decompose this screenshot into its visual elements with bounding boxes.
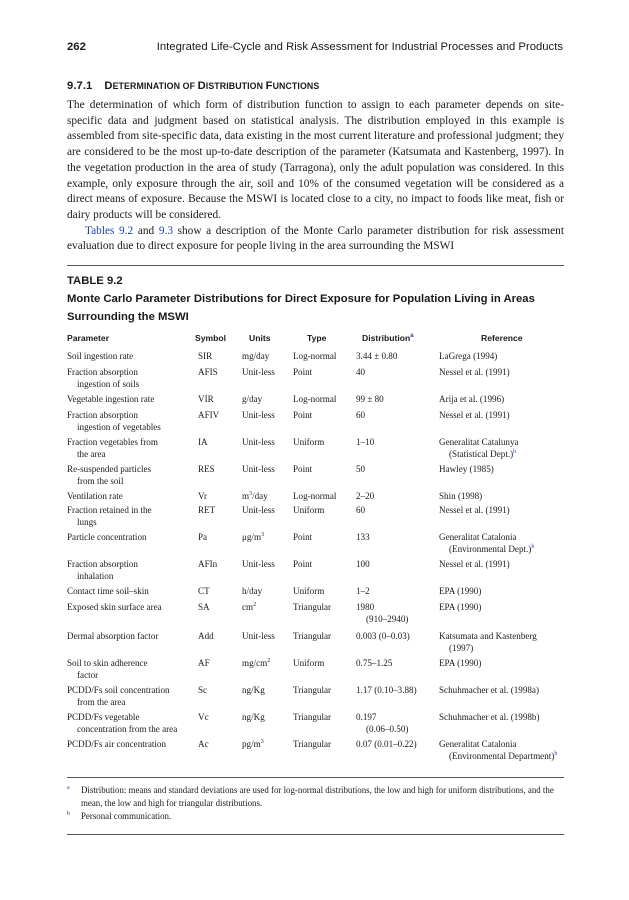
cell-symbol <box>198 559 217 571</box>
page-number: 262 <box>67 41 86 53</box>
cell-parameter <box>67 739 192 751</box>
cell-text: Contact time soil–skin <box>67 586 149 596</box>
table-link[interactable]: Tables 9.2 <box>85 224 134 237</box>
section-title-cap: D <box>197 80 206 92</box>
cell-text: Unit-less <box>242 631 275 641</box>
cell-text: Vegetable ingestion rate <box>67 394 155 404</box>
cell-text: Ac <box>198 739 209 749</box>
cell-text: h/day <box>242 586 263 596</box>
table-row <box>67 739 564 763</box>
cell-text: Fraction retained in the <box>67 505 152 515</box>
cell-text: Nessel et al. (1991) <box>439 505 510 515</box>
section-title-small: ISTRIBUTION <box>205 81 266 91</box>
cell-text: Log-normal <box>293 491 337 501</box>
cell-text <box>439 449 564 461</box>
cell-distribution <box>356 602 436 625</box>
cell-reference <box>439 658 564 670</box>
cell-text: SA <box>198 602 210 612</box>
table-row <box>67 712 564 739</box>
cell-text: 60 <box>356 505 366 515</box>
table-row <box>67 437 564 464</box>
cell-distribution <box>356 631 436 643</box>
cell-text: 133 <box>356 532 370 542</box>
cell-text: Point <box>293 532 313 542</box>
cell-text: 1–10 <box>356 437 375 447</box>
cell-distribution <box>356 351 436 363</box>
cell-parameter <box>67 658 192 681</box>
cell-text: Schuhmacher et al. (1998a) <box>439 685 539 695</box>
cell-units <box>242 602 256 614</box>
cell-text: g/day <box>242 394 263 404</box>
cell-text: IA <box>198 437 208 447</box>
cell-text: Particle concentration <box>67 532 147 542</box>
cell-units <box>242 586 262 598</box>
cell-text: mg/day <box>242 351 270 361</box>
cell-text: Shin (1998) <box>439 491 483 501</box>
cell-distribution <box>356 532 436 544</box>
cell-text: Point <box>293 367 313 377</box>
cell-parameter <box>67 631 192 643</box>
cell-reference <box>439 559 564 571</box>
cell-units <box>242 658 270 670</box>
cell-text: Pa <box>198 532 208 542</box>
cell-parameter <box>67 559 192 582</box>
cell-text: AFIS <box>198 367 218 377</box>
cell-distribution <box>356 559 436 571</box>
cell-parameter <box>67 532 192 544</box>
cell-type <box>293 367 312 379</box>
footnote-mark: a <box>67 785 70 791</box>
cell-text: Uniform <box>293 437 325 447</box>
running-title: Integrated Life-Cycle and Risk Assessment for Industrial Processes and Products <box>156 41 563 53</box>
cell-text: 3.44 ± 0.80 <box>356 351 398 361</box>
cell-reference <box>439 712 564 724</box>
cell-text: 0.07 (0.01–0.22) <box>356 739 417 749</box>
cell-reference <box>439 532 564 555</box>
cell-text: mg/cm <box>242 658 268 668</box>
cell-parameter <box>67 367 192 390</box>
cell-text: m <box>242 491 250 501</box>
cell-text: Katsumata and Kastenberg <box>439 631 537 641</box>
cell-text: Fraction absorption <box>67 410 138 420</box>
cell-text: Unit-less <box>242 437 275 447</box>
cell-distribution <box>356 437 436 449</box>
cell-text: 1.17 (0.10–3.88) <box>356 685 417 695</box>
cell-text: from the soil <box>77 475 124 486</box>
cell-units <box>242 491 268 503</box>
cell-text: Triangular <box>293 685 332 695</box>
cell-text: 0.75–1.25 <box>356 658 393 668</box>
cell-text: Point <box>293 464 313 474</box>
cell-text: Log-normal <box>293 394 337 404</box>
running-header <box>67 41 563 57</box>
table-row <box>67 394 564 410</box>
cell-type <box>293 351 336 363</box>
cell-type <box>293 437 324 449</box>
cell-symbol <box>198 464 215 476</box>
cell-text: Exposed skin surface area <box>67 602 162 612</box>
cell-text: CT <box>198 586 210 596</box>
cell-reference <box>439 631 564 654</box>
cell-distribution <box>356 464 436 476</box>
footnote-text: Personal communication. <box>81 811 172 821</box>
cell-reference <box>439 505 564 517</box>
cell-distribution <box>356 739 436 751</box>
table-body <box>67 351 564 763</box>
table-footnotes <box>67 784 564 823</box>
table-top-rule <box>67 265 564 266</box>
section-title-cap: D <box>104 80 113 92</box>
cell-units <box>242 712 265 724</box>
cell-text <box>439 751 564 763</box>
cell-text: from the area <box>77 696 126 707</box>
cell-parameter <box>67 712 192 735</box>
cell-distribution <box>356 658 436 670</box>
cell-reference <box>439 491 564 503</box>
cell-type <box>293 505 324 517</box>
cell-type <box>293 739 331 751</box>
cell-units <box>242 685 265 697</box>
cell-text: factor <box>77 669 99 680</box>
cell-text: Fraction vegetables from <box>67 437 158 447</box>
cell-text: RET <box>198 505 216 515</box>
cell-text: PCDD/Fs soil concentration <box>67 685 170 695</box>
cell-text: lungs <box>77 516 97 527</box>
cell-text: Generalitat Catalonia <box>439 532 517 542</box>
paragraph-text: show a description of the Monte Carlo parameter distribution for risk assessment evaluation due to direct exposure for people living in the area surrounding the MSWI <box>67 224 564 253</box>
cell-text: Triangular <box>293 631 332 641</box>
cell-type <box>293 559 312 571</box>
cell-text: EPA (1990) <box>439 658 482 668</box>
cell-text: Arija et al. (1996) <box>439 394 505 404</box>
cell-text: 0.003 (0–0.03) <box>356 631 410 641</box>
header-distribution-label: Distribution <box>362 333 411 343</box>
cell-distribution <box>356 367 436 379</box>
cell-text: Fraction absorption <box>67 559 138 569</box>
cell-units <box>242 351 269 363</box>
cell-type <box>293 602 331 614</box>
cell-reference <box>439 437 564 460</box>
cell-text: 40 <box>356 367 366 377</box>
cell-reference <box>439 394 564 406</box>
cell-text: Unit-less <box>242 559 275 569</box>
cell-text: concentration from the area <box>77 723 178 734</box>
cell-distribution <box>356 586 436 598</box>
cell-text: Re-suspended particles <box>67 464 152 474</box>
cell-text: the area <box>77 448 106 459</box>
cell-text: Hawley (1985) <box>439 464 494 474</box>
cell-parameter <box>67 394 192 406</box>
cell-text: inhalation <box>77 570 114 581</box>
cell-units <box>242 532 264 544</box>
cell-symbol <box>198 631 214 643</box>
table-row <box>67 505 564 532</box>
header-parameter: Parameter <box>67 333 110 343</box>
unit-exponent: 2 <box>253 601 257 608</box>
cell-text: 2–20 <box>356 491 375 501</box>
cell-text: Nessel et al. (1991) <box>439 367 510 377</box>
cell-text: LaGrega (1994) <box>439 351 498 361</box>
cell-text: Point <box>293 559 313 569</box>
cell-text: Nessel et al. (1991) <box>439 410 510 420</box>
section-number: 9.7.1 <box>67 80 93 92</box>
cell-units <box>242 410 275 422</box>
table-row <box>67 631 564 658</box>
cell-symbol <box>198 685 207 697</box>
cell-text: pg/m <box>242 739 261 749</box>
table-caption: Monte Carlo Parameter Distributions for Direct Exposure for Population Living in Areas Surrounding the MSWI <box>67 293 535 323</box>
cell-text: (910–2940) <box>366 613 409 624</box>
cell-text: Triangular <box>293 712 332 722</box>
cell-text: Unit-less <box>242 505 275 515</box>
cell-text: Triangular <box>293 739 332 749</box>
cell-text: (0.06–0.50) <box>366 723 409 734</box>
cell-text: ingestion of soils <box>77 378 140 389</box>
cell-units <box>242 464 275 476</box>
cell-distribution <box>356 712 436 735</box>
unit-exponent: 3 <box>260 738 264 745</box>
paragraph-text: and <box>133 224 159 237</box>
section-title-small: ETERMINATION OF <box>112 81 198 91</box>
table-end-rule <box>67 834 564 835</box>
table-row <box>67 658 564 685</box>
cell-parameter <box>67 586 192 598</box>
cell-text: AFIn <box>198 559 218 569</box>
cell-symbol <box>198 532 207 544</box>
cell-parameter <box>67 410 192 433</box>
cell-reference <box>439 602 564 614</box>
cell-type <box>293 631 331 643</box>
cell-type <box>293 394 336 406</box>
cell-text: Uniform <box>293 505 325 515</box>
cell-reference <box>439 410 564 422</box>
body-text <box>67 98 564 255</box>
cell-text: VIR <box>198 394 214 404</box>
cell-symbol <box>198 394 214 406</box>
cell-reference <box>439 464 564 476</box>
table-header <box>67 333 564 347</box>
cell-text: 50 <box>356 464 366 474</box>
footnote <box>67 784 564 810</box>
footnote-mark[interactable]: a <box>410 333 414 340</box>
cell-text: 1980 <box>356 602 375 612</box>
table-link[interactable]: 9.3 <box>158 224 173 237</box>
cell-symbol <box>198 410 219 422</box>
cell-symbol <box>198 712 209 724</box>
cell-text: /day <box>252 491 268 501</box>
cell-text <box>439 643 564 655</box>
section-heading <box>67 80 319 92</box>
cell-distribution <box>356 685 436 697</box>
cell-text: Schuhmacher et al. (1998b) <box>439 712 540 722</box>
cell-text: Add <box>198 631 214 641</box>
cell-units <box>242 505 275 517</box>
table-row <box>67 367 564 394</box>
cell-text: AF <box>198 658 210 668</box>
cell-text: PCDD/Fs vegetable <box>67 712 140 722</box>
unit-exponent: 3 <box>261 531 265 538</box>
table-row <box>67 685 564 712</box>
cell-text: 100 <box>356 559 370 569</box>
cell-text: (Environmental Dept.) <box>449 543 532 554</box>
cell-text: ng/Kg <box>242 685 265 695</box>
cell-text: Unit-less <box>242 367 275 377</box>
cell-text: 60 <box>356 410 366 420</box>
cell-text: Nessel et al. (1991) <box>439 559 510 569</box>
cell-text: (Statistical Dept.) <box>449 448 514 459</box>
cell-text: 1–2 <box>356 586 370 596</box>
cell-text: Vr <box>198 491 208 501</box>
cell-symbol <box>198 491 207 503</box>
cell-text: PCDD/Fs air concentration <box>67 739 167 749</box>
cell-symbol <box>198 351 212 363</box>
cell-reference <box>439 685 564 697</box>
header-symbol: Symbol <box>195 333 227 343</box>
cell-parameter <box>67 437 192 460</box>
cell-text: 99 ± 80 <box>356 394 384 404</box>
header-type: Type <box>307 333 327 343</box>
paragraph: The determination of which form of distribution function to assign to each parameter depends on site-specific data and judgment based on statistical analysis. The distribution employed in this example is assembled from site-specific data, data existing in the most current literature and professional judgment; they are considered to be the most up-to-date description of the parameter (Katsumata and Kastenberg, 1997). In the vegetation production in the area of study (Tarragona), only the adult population was considered. In this example, only exposure through the air, soil and 10% of the consumed vegetation will be considered as a direct means of exposure. Because the MSWI is located close to a city, no impact to foods like meat, fish or dairy products will be considered. <box>67 99 564 221</box>
header-distribution <box>362 333 414 343</box>
cell-symbol <box>198 367 218 379</box>
cell-parameter <box>67 685 192 708</box>
footnote-mark[interactable]: b <box>513 448 517 455</box>
cell-text: Triangular <box>293 602 332 612</box>
cell-text: cm <box>242 602 254 612</box>
cell-text: Vc <box>198 712 209 722</box>
footnote-mark[interactable]: b <box>531 543 535 550</box>
cell-text: Unit-less <box>242 464 275 474</box>
footnote-mark: b <box>67 811 70 817</box>
cell-text: RES <box>198 464 215 474</box>
cell-units <box>242 559 275 571</box>
cell-text: Generalitat Catalonia <box>439 739 517 749</box>
cell-distribution <box>356 491 436 503</box>
cell-units <box>242 437 275 449</box>
cell-reference <box>439 351 564 363</box>
cell-distribution <box>356 505 436 517</box>
cell-text: ingestion of vegetables <box>77 421 161 432</box>
cell-text <box>439 544 564 556</box>
section-title-cap: F <box>265 80 273 92</box>
table-row <box>67 491 564 505</box>
cell-units <box>242 394 262 406</box>
cell-type <box>293 532 312 544</box>
table-row <box>67 532 564 559</box>
table-row <box>67 602 564 631</box>
cell-text: Soil ingestion rate <box>67 351 134 361</box>
cell-type <box>293 712 331 724</box>
cell-text: Sc <box>198 685 208 695</box>
paragraph <box>67 224 564 255</box>
cell-text: ng/Kg <box>242 712 265 722</box>
footnote <box>67 810 564 823</box>
section-title-small: UNCTIONS <box>272 81 320 91</box>
cell-symbol <box>198 586 210 598</box>
cell-text: Ventilation rate <box>67 491 123 501</box>
cell-parameter <box>67 464 192 487</box>
table-row <box>67 559 564 586</box>
cell-parameter <box>67 505 192 528</box>
cell-text: Fraction absorption <box>67 367 138 377</box>
cell-symbol <box>198 505 215 517</box>
cell-text: Uniform <box>293 658 325 668</box>
cell-units <box>242 631 275 643</box>
cell-parameter <box>67 351 192 363</box>
cell-parameter <box>67 602 192 614</box>
cell-units <box>242 367 275 379</box>
cell-units <box>242 739 264 751</box>
unit-exponent: 2 <box>267 657 271 664</box>
cell-text: AFIV <box>198 410 220 420</box>
cell-text: Dermal absorption factor <box>67 631 159 641</box>
cell-text: μg/m <box>242 532 262 542</box>
cell-reference <box>439 739 564 762</box>
cell-text: (1997) <box>449 642 474 653</box>
cell-text: Point <box>293 410 313 420</box>
cell-text: EPA (1990) <box>439 602 482 612</box>
table-row <box>67 586 564 602</box>
header-reference: Reference <box>481 333 523 343</box>
cell-type <box>293 586 324 598</box>
cell-text: SIR <box>198 351 213 361</box>
cell-distribution <box>356 394 436 406</box>
table-row <box>67 351 564 367</box>
cell-symbol <box>198 602 210 614</box>
cell-type <box>293 685 331 697</box>
cell-symbol <box>198 739 209 751</box>
cell-symbol <box>198 437 208 449</box>
cell-type <box>293 658 324 670</box>
table-row <box>67 410 564 437</box>
cell-text: EPA (1990) <box>439 586 482 596</box>
cell-text: Unit-less <box>242 410 275 420</box>
cell-type <box>293 410 312 422</box>
cell-text: (Environmental Department) <box>449 750 555 761</box>
cell-reference <box>439 367 564 379</box>
cell-distribution <box>356 410 436 422</box>
cell-text: Generalitat Catalunya <box>439 437 519 447</box>
cell-type <box>293 491 336 503</box>
cell-text: 0.197 <box>356 712 377 722</box>
table-bottom-rule <box>67 777 564 778</box>
table-row <box>67 464 564 491</box>
cell-reference <box>439 586 564 598</box>
unit-exponent: 3 <box>249 490 253 497</box>
cell-text: Log-normal <box>293 351 337 361</box>
table-label: TABLE 9.2 <box>67 275 123 287</box>
cell-text: Soil to skin adherence <box>67 658 148 668</box>
cell-symbol <box>198 658 210 670</box>
cell-parameter <box>67 491 192 503</box>
footnote-text: Distribution: means and standard deviations are used for log-normal distributions, the low and high for uniform distributions, and the mean, the low and high for triangular distributions. <box>81 785 554 808</box>
header-units: Units <box>249 333 271 343</box>
cell-type <box>293 464 312 476</box>
cell-text: Uniform <box>293 586 325 596</box>
footnote-mark[interactable]: b <box>554 750 558 757</box>
